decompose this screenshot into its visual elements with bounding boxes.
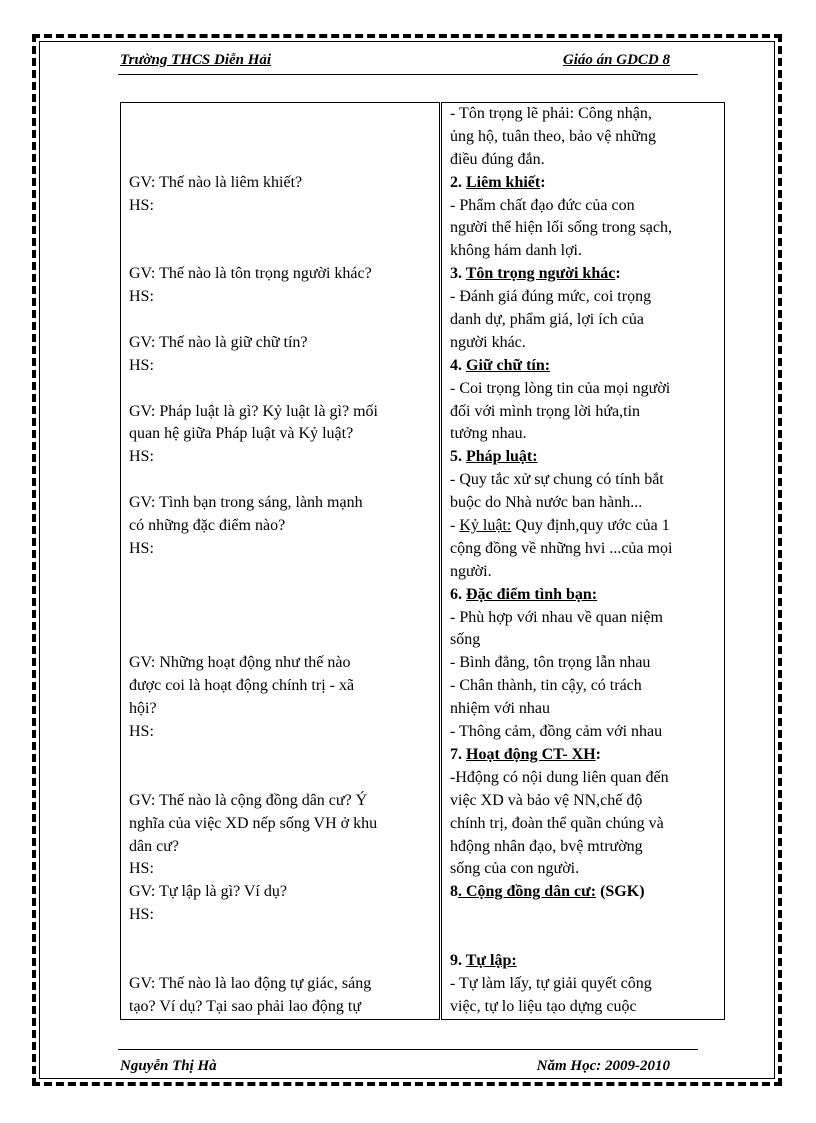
content-text: - (450, 517, 460, 535)
content-line (450, 515, 720, 538)
underlined-term: Kỷ luật: (459, 517, 512, 535)
content-line (450, 996, 720, 1019)
content-line (450, 309, 720, 332)
content-text: người khác. (450, 333, 526, 351)
content-line (450, 629, 720, 652)
content-text: - Quy tắc xử sự chung có tính bắt (450, 471, 664, 489)
content-line (450, 698, 720, 721)
question-line: HS: (129, 906, 154, 924)
content-text: - Coi trọng lòng tin của mọi người (450, 379, 671, 397)
section-number: 5. (450, 448, 466, 466)
teacher-questions-column (121, 103, 441, 1020)
content-line (450, 195, 720, 218)
section-title: Liêm khiết (466, 173, 541, 191)
question-line: có những đặc điểm nào? (129, 517, 286, 535)
section-title-suffix: : (540, 173, 546, 191)
question-line: GV: Thế nào là tôn trọng người khác? (129, 265, 372, 283)
section-number: 8 (450, 883, 458, 901)
content-text: ủng hộ, tuân theo, bảo vệ những (450, 127, 656, 145)
section-number: 3. (450, 265, 466, 283)
section-title: Pháp luật: (466, 448, 538, 466)
content-line (450, 927, 720, 950)
content-line (450, 332, 720, 355)
section-title-suffix: (SGK) (596, 883, 645, 901)
section-heading (450, 881, 720, 904)
question-line (129, 378, 435, 401)
content-line (450, 103, 720, 126)
section-number: 4. (450, 356, 466, 374)
question-line: GV: Tự lập là gì? Ví dụ? (129, 883, 287, 901)
question-line: HS: (129, 288, 154, 306)
section-title: Giữ chữ tín: (466, 356, 551, 374)
question-line: GV: Thế nào là cộng đồng dân cư? Ý (129, 791, 368, 809)
content-text: - Phù hợp với nhau về quan niệm (450, 608, 663, 626)
content-line (450, 126, 720, 149)
section-heading (450, 446, 720, 469)
content-text: -Hđộng có nội dung liên quan đến (450, 768, 669, 786)
question-line (129, 629, 435, 652)
content-line (450, 675, 720, 698)
section-title: Đặc điểm tình bạn: (466, 585, 598, 603)
question-line (129, 240, 435, 263)
content-line (450, 538, 720, 561)
content-line (450, 286, 720, 309)
question-line: GV: Thế nào là giữ chữ tín? (129, 333, 308, 351)
section-number: 9. (450, 951, 466, 969)
content-line (450, 492, 720, 515)
section-number: 7. (450, 745, 466, 763)
section-heading (450, 355, 720, 378)
question-line: GV: Những hoạt động như thế nào (129, 654, 351, 672)
question-line (129, 607, 435, 630)
content-text: việc, tự lo liệu tạo dựng cuộc (450, 997, 637, 1015)
page-footer (118, 1049, 698, 1076)
content-line (450, 378, 720, 401)
section-title-suffix: : (615, 265, 621, 283)
question-line (129, 149, 435, 172)
question-line: GV: Pháp luật là gì? Kỷ luật là gì? mối (129, 402, 378, 420)
content-text: - Tôn trọng lẽ phải: Công nhận, (450, 105, 652, 122)
question-line (129, 767, 435, 790)
content-text: người. (450, 562, 492, 580)
teacher-name: Nguyễn Thị Hà (120, 1058, 217, 1074)
content-line (450, 469, 720, 492)
content-line (450, 240, 720, 263)
question-line: hội? (129, 700, 157, 718)
question-line (129, 217, 435, 240)
section-title: . Cộng đồng dân cư: (458, 883, 597, 901)
question-line: GV: Tình bạn trong sáng, lành mạnh (129, 494, 363, 512)
content-text: - Tự làm lấy, tự giải quyết công (450, 974, 652, 992)
section-heading (450, 744, 720, 767)
section-heading (450, 263, 720, 286)
content-line (450, 790, 720, 813)
question-line (129, 744, 435, 767)
content-text: - Đánh giá đúng mức, coi trọng (450, 288, 652, 306)
content-text: buộc do Nhà nước ban hành... (450, 494, 643, 512)
content-line (450, 858, 720, 881)
section-title-suffix: : (595, 745, 601, 763)
content-line (450, 149, 720, 172)
lesson-table (120, 102, 725, 1020)
content-text: tưởng nhau. (450, 425, 527, 443)
content-text: chính trị, đoàn thể quần chúng và (450, 814, 664, 832)
question-line: HS: (129, 356, 154, 374)
question-line: HS: (129, 860, 154, 878)
content-text: điều đúng đắn. (450, 150, 545, 168)
content-line (450, 217, 720, 240)
question-line: HS: (129, 723, 154, 741)
question-line (129, 103, 435, 126)
question-line: nghĩa của việc XD nếp sống VH ở khu (129, 814, 378, 832)
question-line: GV: Thế nào là liêm khiết? (129, 173, 303, 191)
content-text: danh dự, phẩm giá, lợi ích của (450, 311, 644, 329)
question-line (129, 950, 435, 973)
section-number: 2. (450, 173, 466, 191)
question-line: HS: (129, 539, 154, 557)
question-line: quan hệ giữa Pháp luật và Kỷ luật? (129, 425, 354, 443)
question-line: tạo? Ví dụ? Tại sao phải lao động tự (129, 997, 362, 1015)
page-header (118, 52, 698, 75)
content-text: không hám danh lợi. (450, 242, 582, 260)
question-line: HS: (129, 196, 154, 214)
content-text: cộng đồng về những hvi ...của mọi (450, 539, 673, 557)
content-line (450, 607, 720, 630)
lesson-content-column (441, 103, 725, 1020)
content-line (450, 767, 720, 790)
content-text: Quy định,quy ước của 1 (511, 517, 670, 535)
content-line (450, 423, 720, 446)
question-line (129, 309, 435, 332)
section-heading (450, 172, 720, 195)
section-title: Hoạt động CT- XH (466, 745, 596, 763)
school-year: Năm Học: 2009-2010 (536, 1058, 670, 1074)
question-line: GV: Thế nào là lao động tự giác, sáng (129, 974, 372, 992)
content-line (450, 401, 720, 424)
question-line: HS: (129, 448, 154, 466)
content-text: sống của con người. (450, 860, 580, 878)
section-number: 6. (450, 585, 466, 603)
question-line (129, 469, 435, 492)
content-text: - Phẩm chất đạo đức của con (450, 196, 635, 214)
content-text: sống (450, 631, 481, 649)
content-text: - Bình đẳng, tôn trọng lẫn nhau (450, 654, 651, 672)
section-title: Tôn trọng người khác (465, 265, 616, 283)
content-line (450, 973, 720, 996)
question-line: được coi là hoạt động chính trị - xã (129, 677, 355, 695)
section-heading (450, 584, 720, 607)
content-text: - Thông cảm, đồng cảm với nhau (450, 723, 663, 741)
content-text: đối với mình trọng lời hứa,tin (450, 402, 641, 420)
content-line (450, 652, 720, 675)
content-line (450, 904, 720, 927)
document-title: Giáo án GDCD 8 (562, 52, 670, 68)
content-text: nhiệm với nhau (450, 700, 550, 718)
question-line (129, 584, 435, 607)
content-text: việc XD và bảo vệ NN,chế độ (450, 791, 643, 809)
content-line (450, 813, 720, 836)
content-text: hđộng nhân đạo, bvệ mtrường (450, 837, 643, 855)
question-line (129, 927, 435, 950)
content-text: - Chân thành, tin cậy, có trách (450, 677, 642, 695)
content-line (450, 561, 720, 584)
section-title: Tự lập: (465, 951, 517, 969)
question-line: dân cư? (129, 837, 179, 855)
section-heading (450, 950, 720, 973)
question-line (129, 561, 435, 584)
content-line (450, 836, 720, 859)
school-name: Trường THCS Diễn Hải (120, 52, 272, 68)
content-text: người thể hiện lối sống trong sạch, (450, 219, 672, 237)
question-line (129, 126, 435, 149)
content-line (450, 721, 720, 744)
